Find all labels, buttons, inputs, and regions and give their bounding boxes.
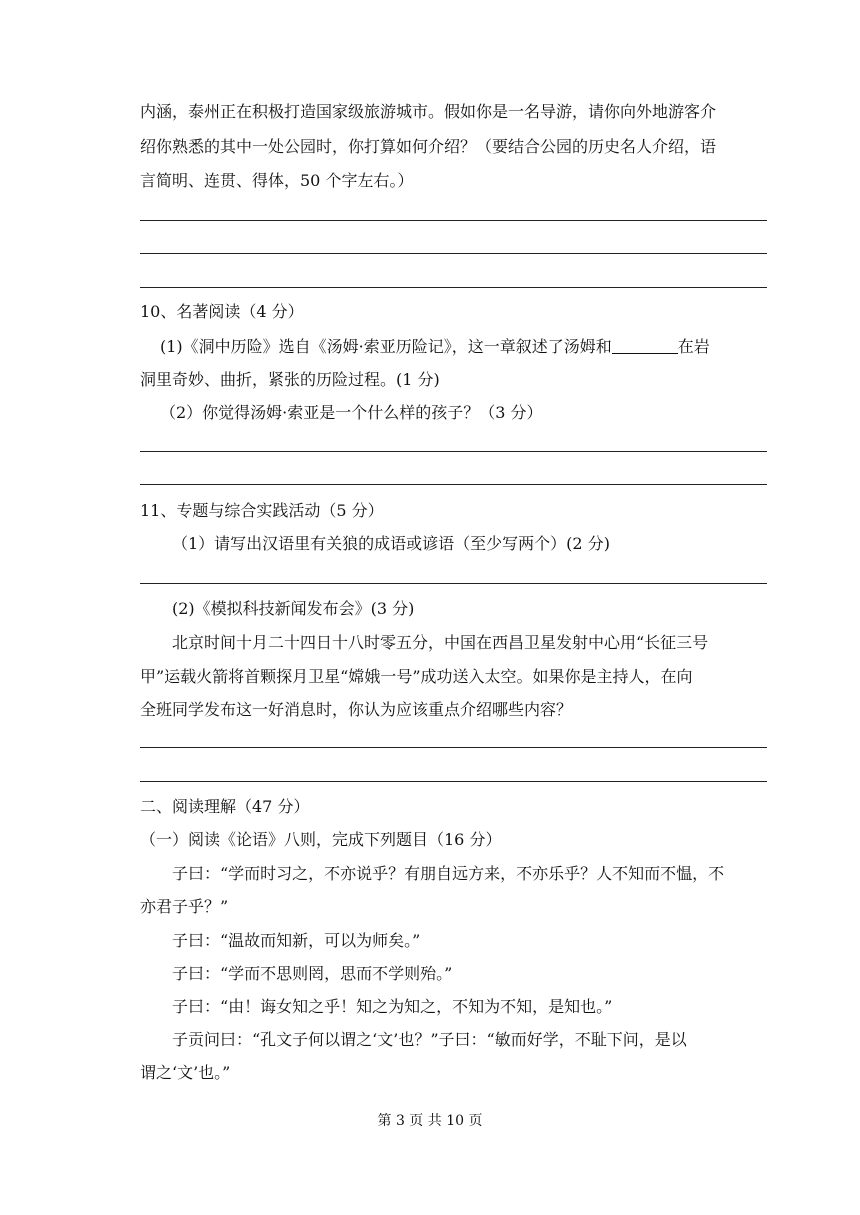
analects-quote-4: 子曰：“由！诲女知之乎！知之为知之，不知为不知，是知也。” [172, 997, 613, 1016]
answer-line[interactable] [140, 220, 767, 221]
intro-line-1: 内涵，泰州正在积极打造国家级旅游城市。假如你是一名导游，请你向外地游客介 [140, 102, 717, 121]
analects-quote-2: 子曰：“温故而知新，可以为师矣。” [172, 931, 421, 950]
question-10-part-1 [160, 337, 768, 357]
answer-line[interactable] [140, 484, 767, 485]
answer-line[interactable] [140, 747, 767, 748]
intro-line-3: 言简明、连贯、得体，50 个字左右。） [140, 171, 414, 190]
question-10-part-2: （2）你觉得汤姆·索亚是一个什么样的孩子？（3 分） [160, 403, 543, 422]
question-10-part-1-line-2: 洞里奇妙、曲折，紧张的历险过程。(1 分) [140, 370, 440, 389]
analects-quote-5-line-2: 谓之‘文’也。” [140, 1063, 231, 1082]
question-10-title: 10、名著阅读（4 分） [140, 302, 304, 321]
passage-line-3: 全班同学发布这一好消息时，你认为应该重点介绍哪些内容？ [140, 700, 573, 719]
question-11-part-1: （1）请写出汉语里有关狼的成语或谚语（至少写两个）(2 分) [172, 534, 610, 553]
analects-quote-1-line-1: 子曰：“学而时习之，不亦说乎？有朋自远方来，不亦乐乎？人不知而不愠，不 [172, 864, 725, 883]
answer-line[interactable] [140, 253, 767, 254]
section-2-title: 二、阅读理解（47 分） [140, 797, 310, 816]
analects-quote-3: 子曰：“学而不思则罔，思而不学则殆。” [172, 964, 453, 983]
passage-line-1: 北京时间十月二十四日十八时零五分，中国在西昌卫星发射中心用“长征三号 [172, 633, 709, 652]
question-11-part-2: (2)《模拟科技新闻发布会》(3 分) [172, 599, 415, 618]
answer-line[interactable] [140, 781, 767, 782]
analects-quote-1-line-2: 亦君子乎？” [140, 897, 229, 916]
answer-line[interactable] [140, 287, 767, 288]
answer-line[interactable] [140, 583, 767, 584]
question-11-title: 11、专题与综合实践活动（5 分） [140, 501, 384, 520]
section-2-subtitle: （一）阅读《论语》八则，完成下列题目（16 分） [140, 830, 502, 849]
analects-quote-5-line-1: 子贡问曰：“孔文子何以谓之‘文’也？”子曰：“敏而好学，不耻下问，是以 [172, 1030, 687, 1049]
fill-in-blank[interactable] [612, 339, 678, 354]
page-number: 第 3 页 共 10 页 [377, 1113, 483, 1129]
intro-line-2: 绍你熟悉的其中一处公园时，你打算如何介绍？（要结合公园的历史名人介绍，语 [140, 137, 717, 156]
question-10-part-1-tail: 在岩 [677, 337, 710, 356]
answer-line[interactable] [140, 451, 767, 452]
passage-line-2: 甲”运载火箭将首颗探月卫星“嫦娥一号”成功送入太空。如果你是主持人，在向 [140, 667, 693, 686]
question-10-part-1-text: (1)《洞中历险》选自《汤姆·索亚历险记》，这一章叙述了汤姆和 [160, 337, 612, 356]
